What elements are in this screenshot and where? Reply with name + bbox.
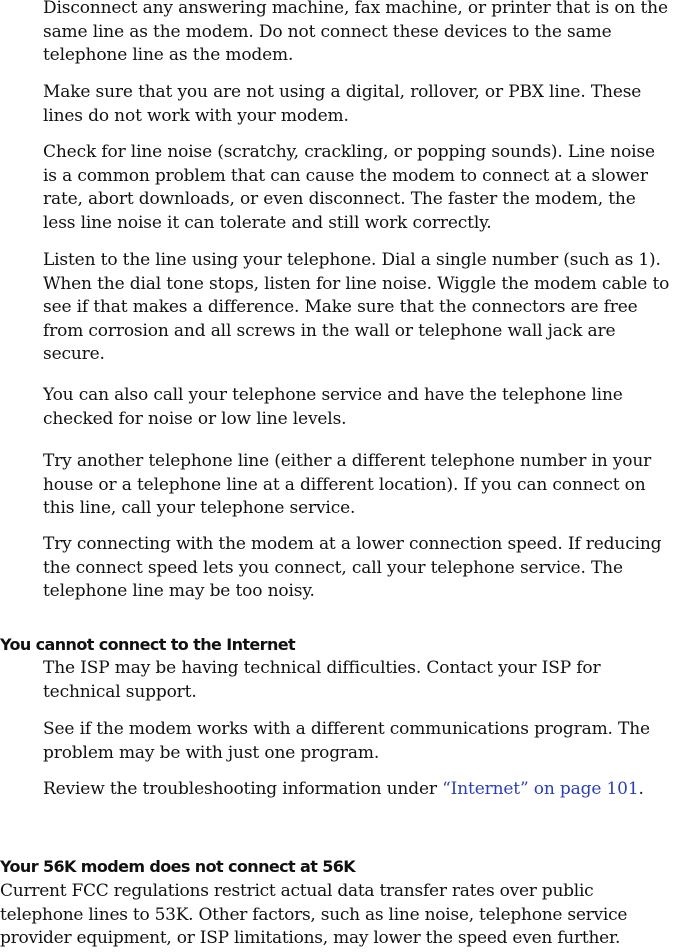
paragraph-fcc-regulations: Current FCC regulations restrict actual data transfer rates over public telephone lines to 53K. Other factors, such as line noise, telephone service provider equipment, or ISP limitations, may lower the speed even further.: [0, 881, 628, 948]
paragraph-line-noise: Check for line noise (scratchy, crackling, or popping sounds). Line noise is a common problem that can cause the modem to connect at a slower rate, abort downloads, or even disconnect. The faster the modem, the less line noise it can tolerate and still work correctly.: [43, 142, 655, 233]
paragraph-disconnect-devices: Disconnect any answering machine, fax machine, or printer that is on the same line as the modem. Do not connect these devices to the same telephone line as the modem.: [43, 0, 668, 65]
paragraph-isp-difficulties: The ISP may be having technical difficulties. Contact your ISP for technical support.: [43, 658, 601, 702]
review-suffix: .: [638, 779, 644, 799]
paragraph-lower-speed: Try connecting with the modem at a lower connection speed. If reducing the connect speed lets you connect, call your telephone service. The telephone line may be too noisy.: [43, 534, 662, 601]
paragraph-review-troubleshooting: [43, 778, 671, 802]
heading-56k: Your 56K modem does not connect at 56K: [0, 857, 356, 876]
paragraph-call-service: You can also call your telephone service and have the telephone line checked for noise or low line levels.: [43, 385, 623, 429]
review-prefix: Review the troubleshooting information under: [43, 779, 443, 799]
paragraph-another-line: Try another telephone line (either a different telephone number in your house or a telephone line at a different location). If you can connect on this line, call your telephone service.: [43, 451, 652, 518]
paragraph-line-type: Make sure that you are not using a digital, rollover, or PBX line. These lines do not work with your modem.: [43, 82, 642, 126]
internet-page-link[interactable]: “Internet” on page 101: [442, 779, 639, 799]
paragraph-listen-line: Listen to the line using your telephone. Dial a single number (such as 1). When the dial tone stops, listen for line noise. Wiggle the modem cable to see if that makes a difference. Make sure that the connectors are free from corrosion and all screws in the wall or telephone wall jack are secure.: [43, 250, 670, 364]
heading-internet: You cannot connect to the Internet: [0, 635, 296, 654]
paragraph-other-program: See if the modem works with a different communications program. The problem may be with just one program.: [43, 719, 650, 763]
